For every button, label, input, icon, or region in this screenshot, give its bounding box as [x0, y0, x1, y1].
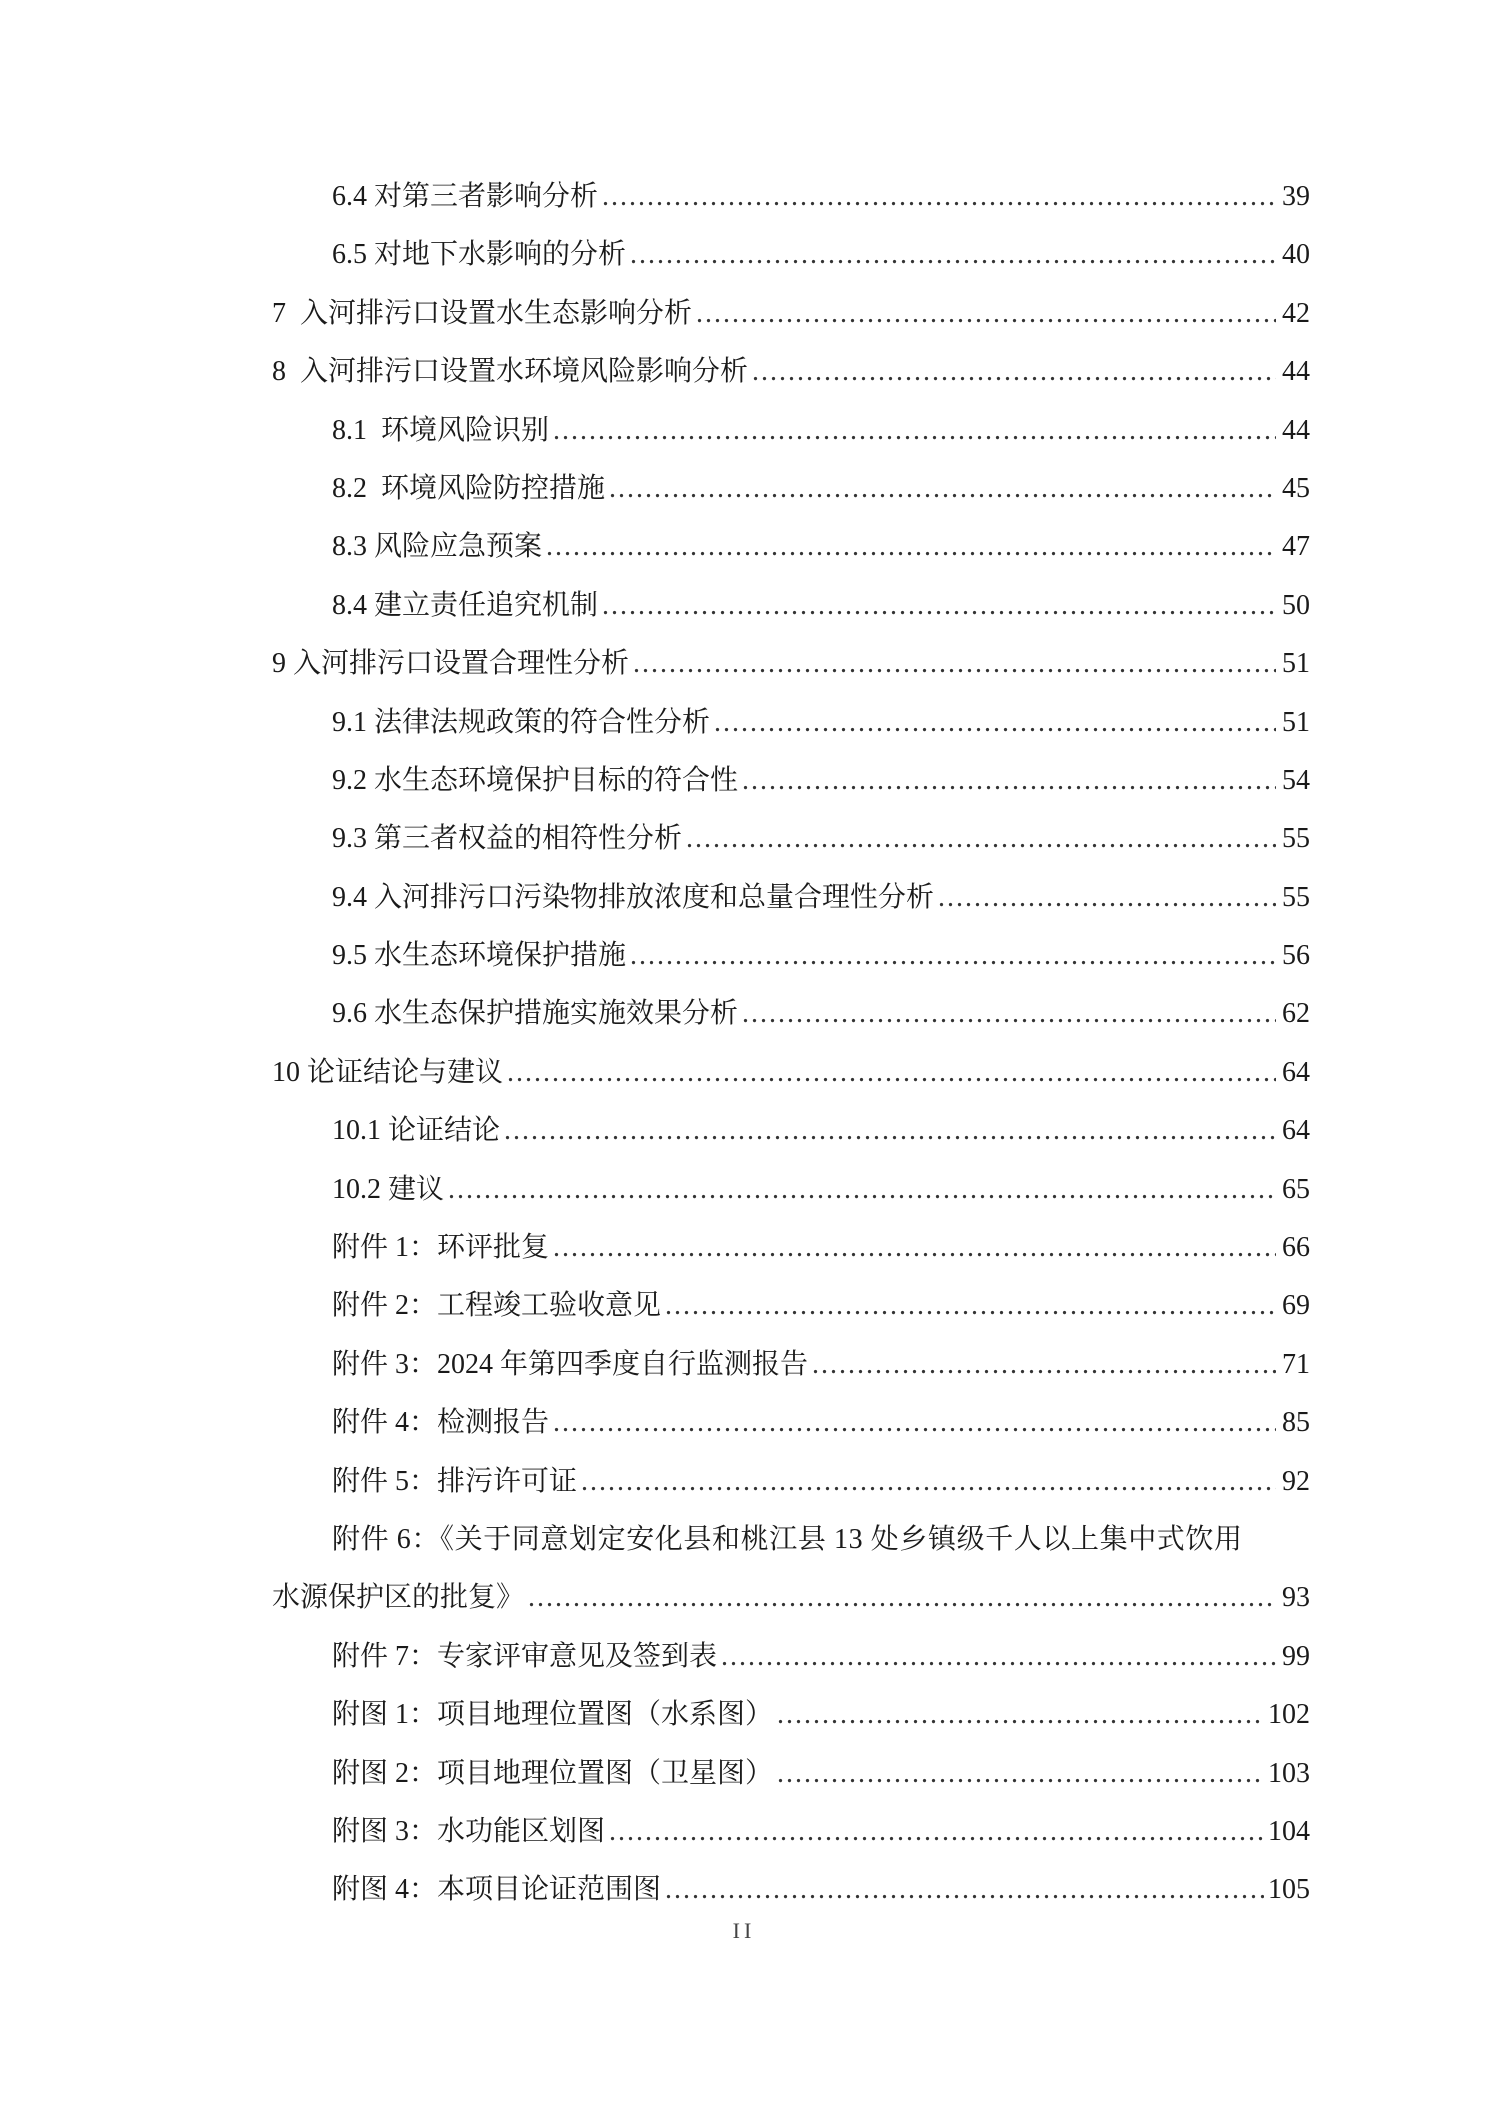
toc-entry-page: 62	[1282, 998, 1310, 1030]
toc-entry-title: 10 论证结论与建议	[272, 1056, 504, 1088]
toc-entry[interactable]	[272, 1745, 1310, 1803]
toc-entry-title: 附件 7：专家评审意见及签到表	[332, 1640, 718, 1672]
toc-entry[interactable]	[272, 518, 1310, 576]
toc-entry-page: 102	[1268, 1699, 1310, 1731]
toc-entry-title: 6.4 对第三者影响分析	[332, 181, 599, 212]
toc-entry[interactable]	[272, 402, 1310, 460]
toc-entry-page: 56	[1282, 940, 1310, 972]
toc-entry-page: 103	[1268, 1757, 1310, 1789]
toc-entry-page: 39	[1282, 181, 1310, 212]
toc-leader-dots	[609, 460, 1276, 518]
toc-leader-dots	[630, 226, 1276, 284]
toc-entry-title: 6.5 对地下水影响的分析	[332, 239, 627, 271]
toc-entry-title: 附件 4：检测报告	[332, 1407, 550, 1439]
toc-entry-title: 附件 6：《关于同意划定安化县和桃江县 13 处乡镇级千人以上集中式饮用	[332, 1523, 1243, 1555]
toc-entry-page: 66	[1282, 1232, 1310, 1264]
toc-entry-page: 44	[1282, 356, 1310, 388]
toc-entry-page: 92	[1282, 1465, 1310, 1497]
toc-entry-title: 附件 3：2024 年第四季度自行监测报告	[332, 1348, 809, 1380]
page-number: II	[732, 1918, 756, 1943]
toc-entry[interactable]	[272, 1336, 1310, 1394]
toc-entry-page: 64	[1282, 1115, 1310, 1147]
toc-entry-title: 8 入河排污口设置水环境风险影响分析	[272, 356, 749, 388]
toc-leader-dots	[581, 1453, 1276, 1511]
toc-entry[interactable]	[272, 1628, 1310, 1686]
toc-entry-title: 水源保护区的批复》	[272, 1582, 525, 1614]
toc-leader-dots	[686, 810, 1276, 868]
toc-entry-page: 50	[1282, 589, 1310, 621]
toc-leader-dots	[938, 869, 1276, 927]
toc-leader-dots	[665, 1861, 1264, 1919]
toc-entry-wrapped-second-line[interactable]	[272, 1569, 1310, 1627]
toc-leader-dots	[602, 577, 1276, 635]
toc-leader-dots	[528, 1569, 1276, 1627]
toc-entry[interactable]	[272, 985, 1310, 1043]
toc-entry-page: 64	[1282, 1056, 1310, 1088]
toc-entry-page: 40	[1282, 239, 1310, 271]
toc-leader-dots	[742, 985, 1276, 1043]
toc-entry[interactable]	[272, 168, 1310, 226]
toc-entry-page: 51	[1282, 706, 1310, 738]
toc-leader-dots	[812, 1336, 1276, 1394]
toc-entry-title: 8.4 建立责任追究机制	[332, 589, 599, 621]
toc-entry-wrapped-first-line[interactable]	[272, 1511, 1310, 1569]
toc-entry[interactable]	[272, 1394, 1310, 1452]
toc-entry-title: 附图 2：项目地理位置图（卫星图）	[332, 1757, 774, 1789]
toc-entry[interactable]	[272, 810, 1310, 868]
toc-entry-title: 附件 2：工程竣工验收意见	[332, 1290, 662, 1322]
toc-entry-page: 69	[1282, 1290, 1310, 1322]
toc-leader-dots	[630, 927, 1276, 985]
toc-entry-title: 7 入河排污口设置水生态影响分析	[272, 297, 693, 329]
toc-entry[interactable]	[272, 1803, 1310, 1861]
toc-entry-title: 附图 1：项目地理位置图（水系图）	[332, 1699, 774, 1731]
toc-entry-page: 55	[1282, 881, 1310, 913]
toc-entry[interactable]	[272, 752, 1310, 810]
toc-entry-title: 9.1 法律法规政策的符合性分析	[332, 706, 711, 738]
toc-leader-dots	[553, 1394, 1276, 1452]
toc-entry[interactable]	[272, 1161, 1310, 1219]
toc-entry[interactable]	[272, 927, 1310, 985]
toc-entry-page: 71	[1282, 1348, 1310, 1380]
toc-leader-dots	[742, 752, 1276, 810]
toc-entry-page: 104	[1268, 1815, 1310, 1847]
toc-entry-page: 42	[1282, 297, 1310, 329]
toc-leader-dots	[553, 402, 1276, 460]
toc-entry-title: 附件 5：排污许可证	[332, 1465, 578, 1497]
toc-entry[interactable]	[272, 1102, 1310, 1160]
toc-entry-title: 附图 4：本项目论证范围图	[332, 1874, 662, 1906]
toc-entry-title: 9.3 第三者权益的相符性分析	[332, 823, 683, 855]
toc-entry[interactable]	[272, 577, 1310, 635]
toc-entry[interactable]	[272, 869, 1310, 927]
toc-entry-title: 9.5 水生态环境保护措施	[332, 940, 627, 972]
toc-entry-page: 55	[1282, 823, 1310, 855]
toc-leader-dots	[633, 635, 1276, 693]
toc-entry-page: 105	[1268, 1874, 1310, 1906]
toc-entry-title: 9 入河排污口设置合理性分析	[272, 648, 630, 680]
toc-leader-dots	[721, 1628, 1276, 1686]
table-of-contents	[272, 168, 1310, 1920]
toc-entry[interactable]	[272, 1686, 1310, 1744]
toc-entry-title: 8.2 环境风险防控措施	[332, 472, 606, 504]
toc-entry[interactable]	[272, 285, 1310, 343]
toc-leader-dots	[714, 694, 1276, 752]
toc-entry-page: 51	[1282, 648, 1310, 680]
toc-entry[interactable]	[272, 343, 1310, 401]
toc-leader-dots	[553, 1219, 1276, 1277]
toc-entry[interactable]	[272, 694, 1310, 752]
toc-entry[interactable]	[272, 460, 1310, 518]
toc-entry-title: 9.2 水生态环境保护目标的符合性	[332, 764, 739, 796]
toc-leader-dots	[696, 285, 1276, 343]
toc-entry-page: 85	[1282, 1407, 1310, 1439]
toc-entry[interactable]	[272, 1219, 1310, 1277]
toc-entry[interactable]	[272, 1277, 1310, 1335]
toc-leader-dots	[609, 1803, 1264, 1861]
toc-entry[interactable]	[272, 1453, 1310, 1511]
toc-entry-title: 10.1 论证结论	[332, 1115, 501, 1147]
toc-entry-title: 10.2 建议	[332, 1173, 445, 1205]
toc-entry-title: 附件 1：环评批复	[332, 1232, 550, 1264]
toc-entry-title: 8.3 风险应急预案	[332, 531, 543, 563]
toc-entry-title: 8.1 环境风险识别	[332, 414, 550, 446]
toc-leader-dots	[777, 1686, 1264, 1744]
toc-entry[interactable]	[272, 1044, 1310, 1102]
toc-leader-dots	[507, 1044, 1276, 1102]
toc-leader-dots	[752, 343, 1276, 401]
toc-leader-dots	[546, 518, 1276, 576]
toc-leader-dots	[602, 168, 1276, 226]
toc-leader-dots	[665, 1277, 1276, 1335]
toc-entry-page: 45	[1282, 472, 1310, 504]
toc-entry-page: 54	[1282, 764, 1310, 796]
toc-entry-title: 9.4 入河排污口污染物排放浓度和总量合理性分析	[332, 881, 935, 913]
toc-entry-title: 附图 3：水功能区划图	[332, 1815, 606, 1847]
toc-entry-page: 65	[1282, 1173, 1310, 1205]
toc-entry[interactable]	[272, 635, 1310, 693]
toc-entry-page: 93	[1282, 1582, 1310, 1614]
toc-leader-dots	[448, 1161, 1276, 1219]
toc-leader-dots	[777, 1745, 1264, 1803]
toc-entry[interactable]	[272, 1861, 1310, 1919]
toc-entry-page: 47	[1282, 531, 1310, 563]
toc-entry-page: 99	[1282, 1640, 1310, 1672]
toc-leader-dots	[504, 1102, 1276, 1160]
toc-entry-title: 9.6 水生态保护措施实施效果分析	[332, 998, 739, 1030]
toc-entry[interactable]	[272, 226, 1310, 284]
toc-entry-page: 44	[1282, 414, 1310, 446]
